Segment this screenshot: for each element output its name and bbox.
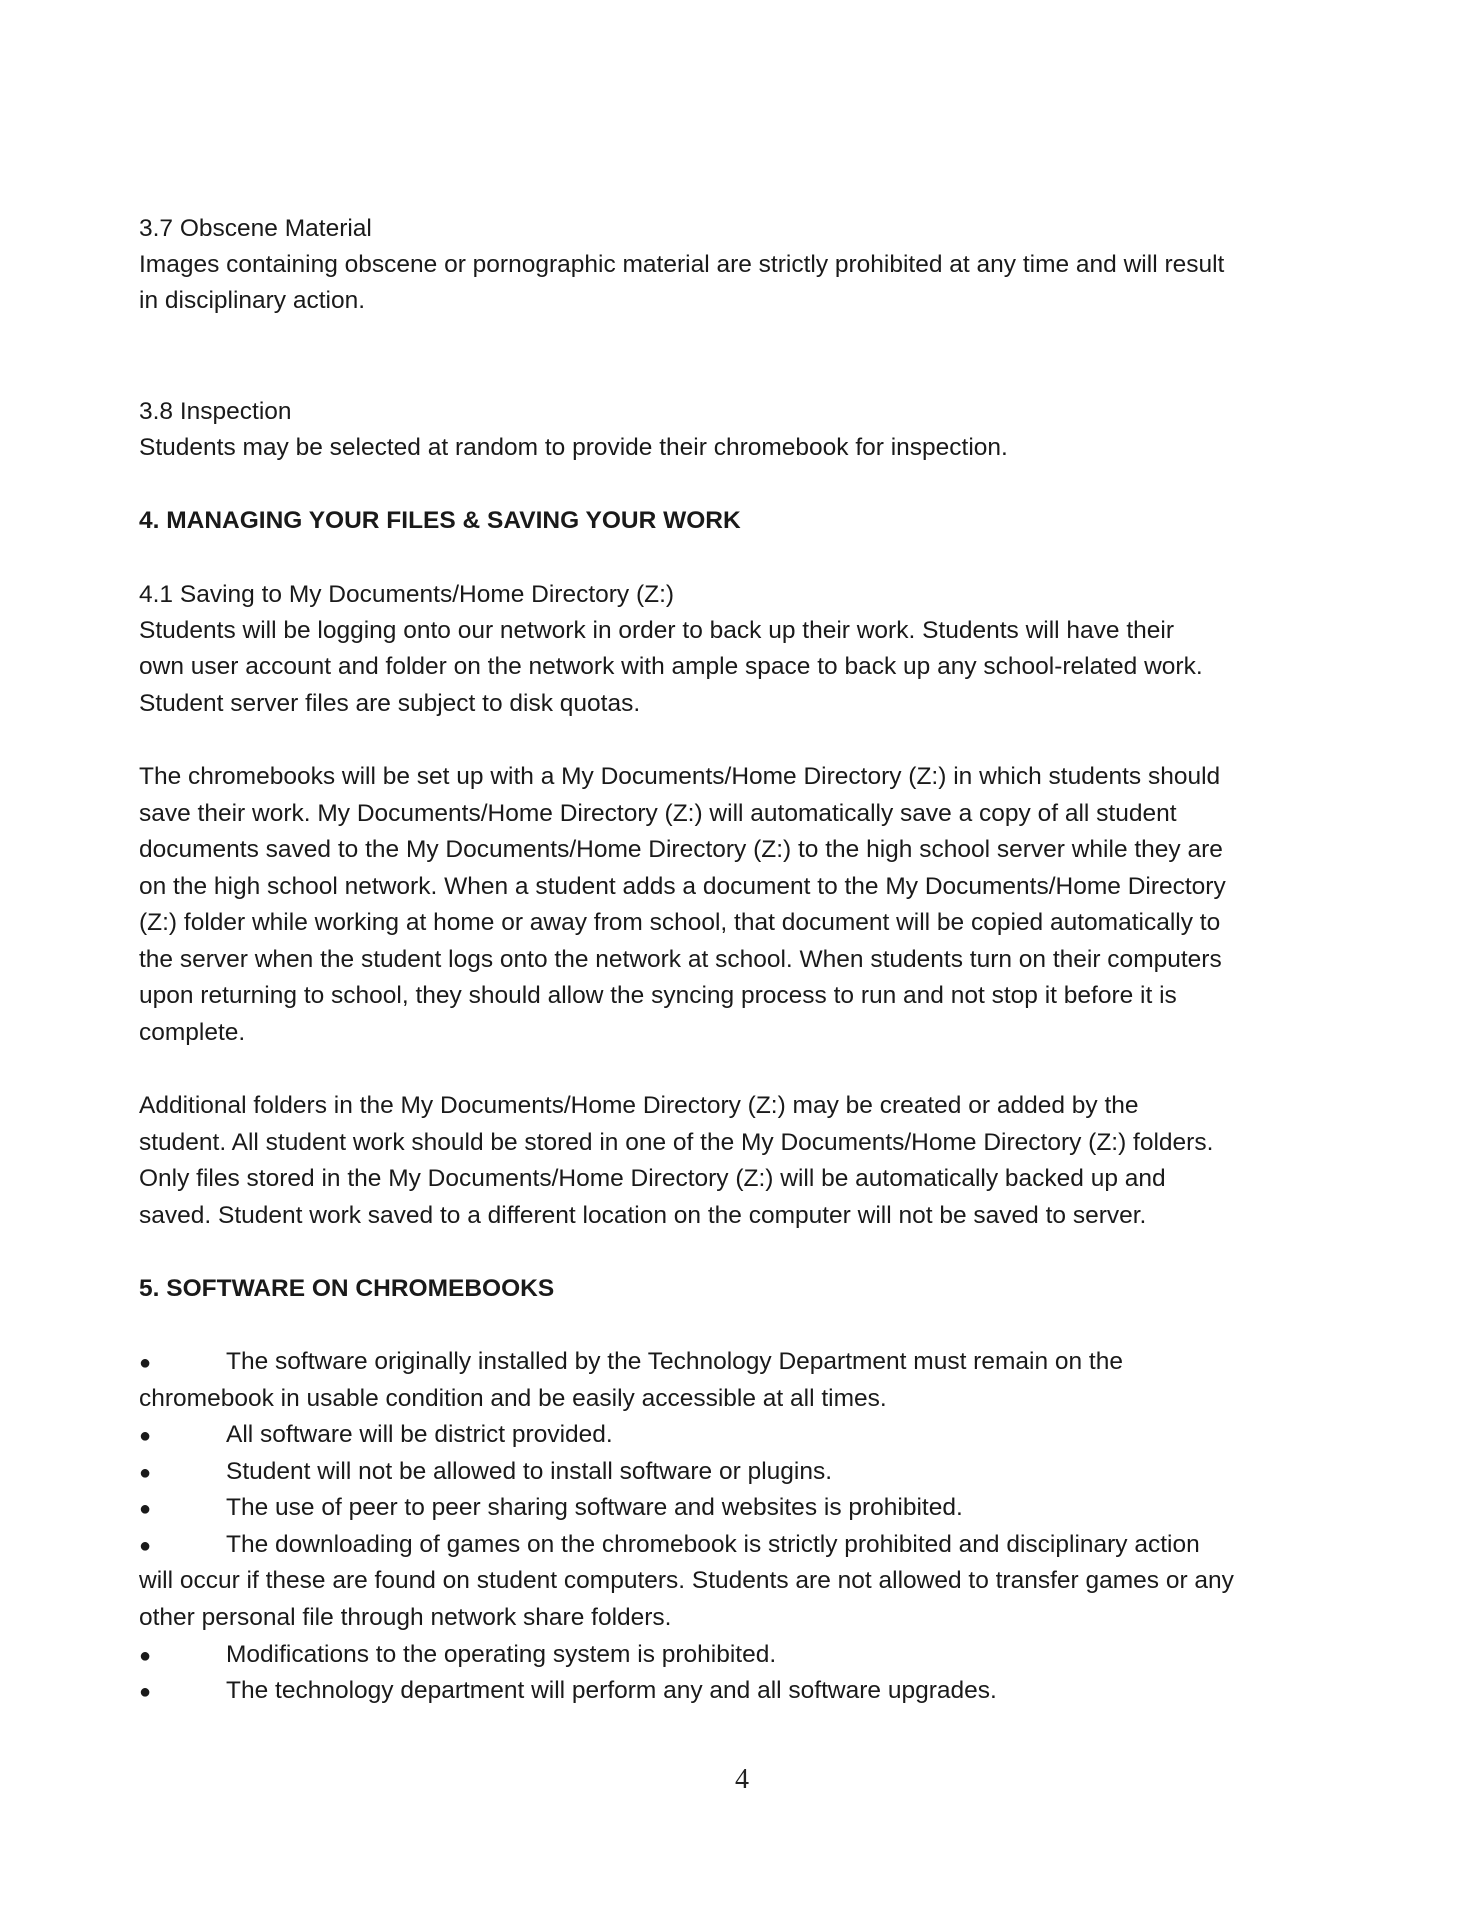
bullet-text: All software will be district provided. [226,1421,613,1448]
section-4-paragraph-3-line: saved. Student work saved to a different location on the computer will not be saved to server. [139,1202,1147,1229]
section-4-paragraph-2-line: upon returning to school, they should allow the syncing process to run and not stop it before it is [139,982,1177,1009]
bullet-continuation: chromebook in usable condition and be easily accessible at all times. [139,1385,887,1412]
section-4-paragraph-1-line: own user account and folder on the network with ample space to back up any school-related work. [139,653,1203,680]
section-4-paragraph-2-line: the server when the student logs onto the network at school. When students turn on their computers [139,946,1222,973]
bullet-icon: ● [139,1645,152,1667]
section-4-paragraph-2-line: documents saved to the My Documents/Home Directory (Z:) to the high school server while they are [139,836,1223,863]
section-3-7-text: in disciplinary action. [139,287,366,314]
section-3-8-text: Students may be selected at random to provide their chromebook for inspection. [139,434,1008,461]
section-4-paragraph-2-line: (Z:) folder while working at home or away from school, that document will be copied automatically to [139,909,1221,936]
bullet-item [139,1676,997,1707]
bullet-text: The use of peer to peer sharing software and websites is prohibited. [226,1494,963,1521]
section-4-heading: 4. MANAGING YOUR FILES & SAVING YOUR WORK [139,507,741,534]
bullet-continuation: other personal file through network share folders. [139,1604,672,1631]
section-4-paragraph-2-line: on the high school network. When a student adds a document to the My Documents/Home Directory [139,873,1226,900]
section-3-7-heading: 3.7 Obscene Material [139,215,372,242]
page-number: 4 [735,1764,749,1795]
section-3-7-text: Images containing obscene or pornographic material are strictly prohibited at any time and will result [139,251,1225,278]
bullet-text: The technology department will perform any and all software upgrades. [226,1677,997,1704]
bullet-text: The downloading of games on the chromebook is strictly prohibited and disciplinary action [226,1531,1200,1558]
bullet-item [139,1530,1200,1561]
bullet-text: Modifications to the operating system is prohibited. [226,1641,777,1668]
bullet-icon: ● [139,1352,152,1374]
bullet-item [139,1347,1123,1378]
section-4-1-heading: 4.1 Saving to My Documents/Home Directory (Z:) [139,581,675,608]
section-4-paragraph-2-line: The chromebooks will be set up with a My Documents/Home Directory (Z:) in which students should [139,763,1221,790]
section-4-paragraph-3-line: Additional folders in the My Documents/Home Directory (Z:) may be created or added by the [139,1092,1139,1119]
section-4-paragraph-2-line: save their work. My Documents/Home Directory (Z:) will automatically save a copy of all student [139,800,1177,827]
bullet-icon: ● [139,1462,152,1484]
section-4-paragraph-3-line: Only files stored in the My Documents/Home Directory (Z:) will be automatically backed up and [139,1165,1166,1192]
section-4-paragraph-2-line: complete. [139,1019,246,1046]
bullet-icon: ● [139,1681,152,1703]
section-4-paragraph-3-line: student. All student work should be stored in one of the My Documents/Home Directory (Z:) folders. [139,1129,1214,1156]
bullet-item [139,1493,963,1524]
bullet-item [139,1457,832,1488]
section-5-heading: 5. SOFTWARE ON CHROMEBOOKS [139,1275,555,1302]
bullet-continuation: will occur if these are found on student computers. Students are not allowed to transfer games or any [139,1567,1234,1594]
bullet-text: The software originally installed by the Technology Department must remain on the [226,1348,1123,1375]
bullet-icon: ● [139,1425,152,1447]
bullet-icon: ● [139,1535,152,1557]
section-4-paragraph-1-line: Students will be logging onto our network in order to back up their work. Students will have their [139,617,1175,644]
bullet-icon: ● [139,1498,152,1520]
bullet-text: Student will not be allowed to install software or plugins. [226,1458,833,1485]
section-3-8-heading: 3.8 Inspection [139,398,292,425]
bullet-item [139,1640,776,1671]
section-4-paragraph-1-line: Student server files are subject to disk quotas. [139,690,641,717]
bullet-item [139,1420,613,1451]
